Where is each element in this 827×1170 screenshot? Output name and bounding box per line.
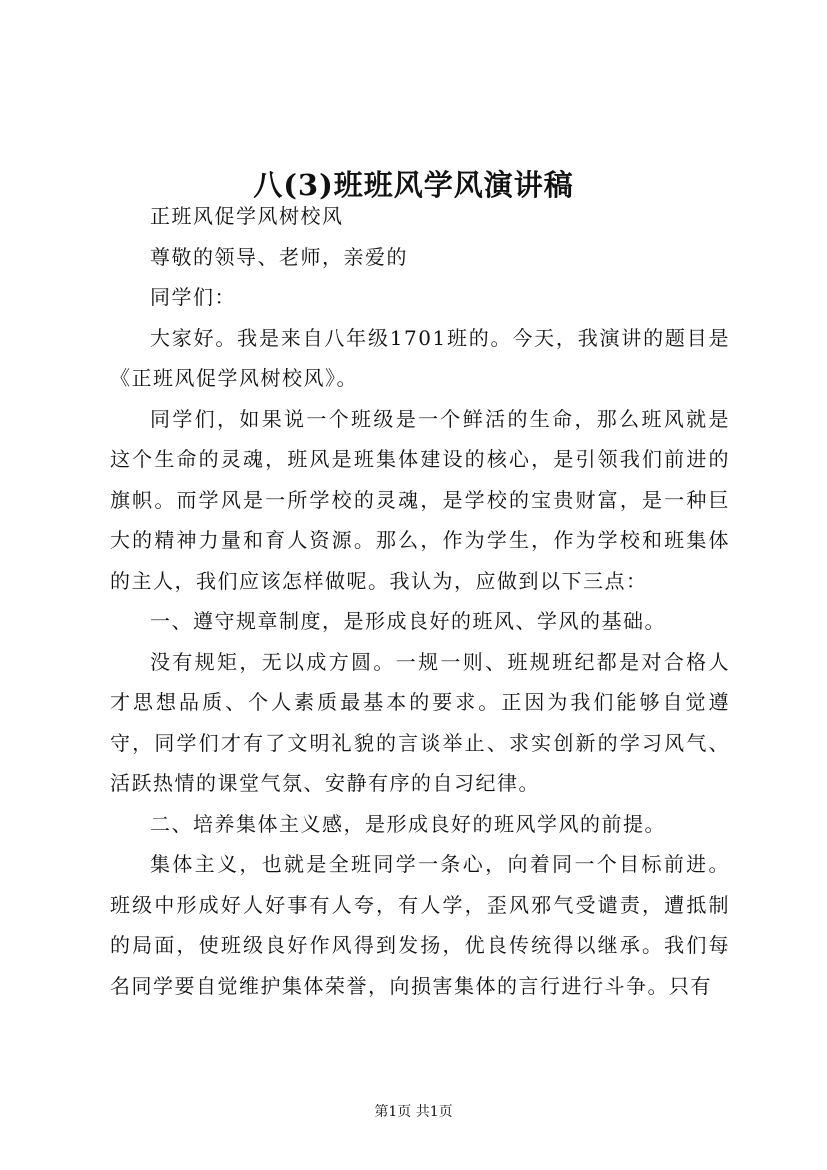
document-title: 八(3)班班风学风演讲稿 <box>253 168 574 203</box>
paragraph-salutation-cont: 同学们： <box>150 285 236 309</box>
footer-page-prefix: 第 <box>374 1104 389 1120</box>
footer-page-number: 1 <box>388 1104 398 1120</box>
footer-total-pages: 1 <box>429 1104 439 1120</box>
document-body <box>110 196 730 1006</box>
page-footer <box>0 1102 827 1122</box>
paragraph-body: 同学们，如果说一个班级是一个鲜活的生命，那么班风就是这个生命的灵魂，班风是班集体建设的核心，是引领我们前进的旗帜。而学风是一所学校的灵魂，是学校的宝贵财富，是一种巨大的精神力量和育人资源。那么，作为学生，作为学校和班集体的主人，我们应该怎样做呢。我认为，应做到以下三点： <box>110 406 730 593</box>
paragraph-subtitle: 正班风促学风树校风 <box>150 204 344 228</box>
paragraph-body: 集体主义，也就是全班同学一条心，向着同一个目标前进。班级中形成好人好事有人夸，有人学，歪风邪气受谴责，遭抵制的局面，使班级良好作风得到发扬，优良传统得以继承。我们每名同学要自觉维护集体荣誉，向损害集体的言行进行斗争。只有 <box>110 852 730 998</box>
footer-page-mid: 页 共 <box>397 1104 430 1120</box>
paragraph-salutation: 尊敬的领导、老师，亲爱的 <box>150 244 408 269</box>
paragraph-body: 没有规矩，无以成方圆。一规一则、班规班纪都是对合格人才思想品质、个人素质最基本的要求。正因为我们能够自觉遵守，同学们才有了文明礼貌的言谈举止、求实创新的学习风气、活跃热情的课堂气氛、安静有序的自习纪律。 <box>110 649 730 795</box>
footer-page-suffix: 页 <box>438 1104 453 1120</box>
paragraph-point-one: 一、遵守规章制度，是形成良好的班风、学风的基础。 <box>150 609 666 633</box>
paragraph-point-two: 二、培养集体主义感，是形成良好的班风学风的前提。 <box>150 811 666 836</box>
paragraph-intro: 大家好。我是来自八年级1701班的。今天，我演讲的题目是《正班风促学风树校风》。 <box>110 325 730 390</box>
